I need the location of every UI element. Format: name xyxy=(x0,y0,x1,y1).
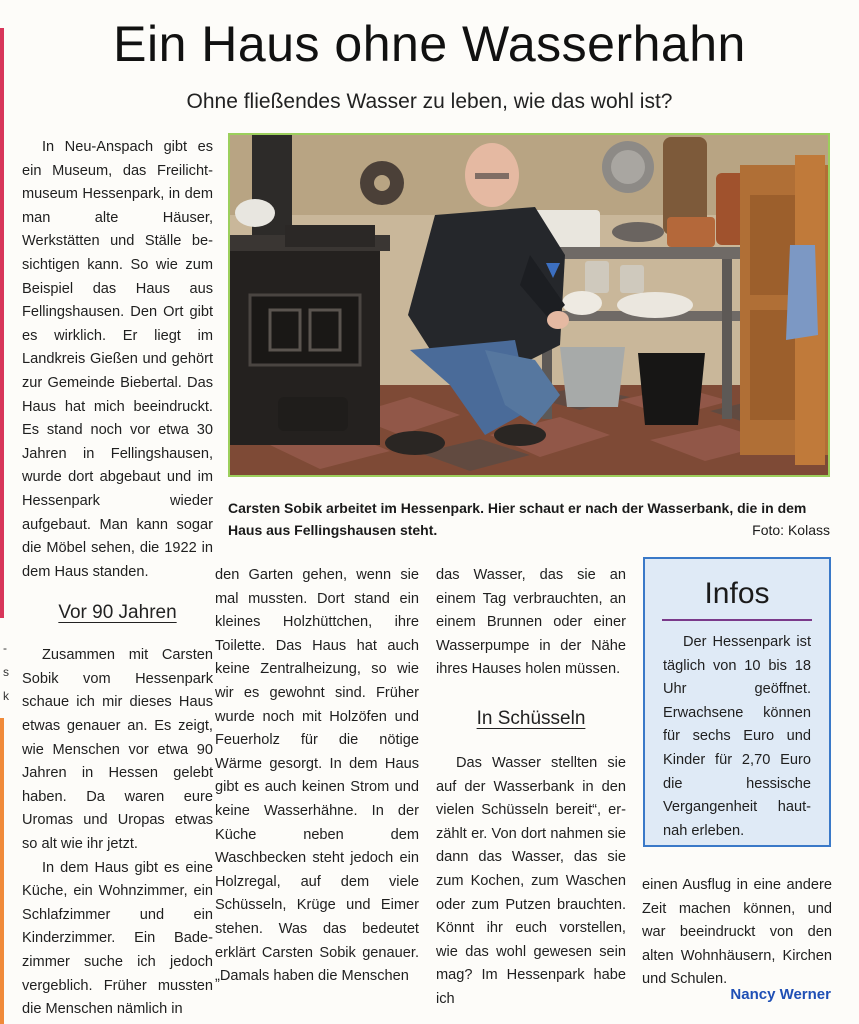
article-paragraph: In dem Haus gibt es eine Küche, ein Wohnzimmer, ein Schlafzimmer und ein Kinderzimmer. Ein Badezimmer suche ich jedoch vergeblich. Früher mussten die Menschen nämlich in xyxy=(22,859,213,1018)
photo-caption: Carsten Sobik arbeitet im Hessenpark. Hier schaut er nach der Wasserbank, die in dem Haus aus Fellingshausen steht. xyxy=(228,500,807,538)
photo-credit: Foto: Kolass xyxy=(752,522,830,538)
photo-illustration xyxy=(230,135,828,475)
page-edge-red-stripe xyxy=(0,28,4,618)
article-column-4 xyxy=(642,874,832,992)
article-column-1 xyxy=(22,136,213,1022)
article-paragraph: In Neu-Anspach gibt es ein Museum, das Freilichtmuseum Hessenpark, in dem man alte Häuser, Werkstätten und Ställe besichtigen kann. So wie zum Beispiel das Haus aus Fellingshausen. Den Ort gibt es wirklich. Er liegt im Landkreis Gießen und gehört zur Gemeinde Biebertal. Das Haus hat mich beeindruckt. Es stand noch vor etwa 30 Jahren in Fellingshausen, wurde dort abgebaut und im Hessenpark wieder aufgebaut. Man kann sogar die Möbel sehen, die 1922 in dem Haus standen. xyxy=(22,139,213,580)
page-edge-orange-stripe xyxy=(0,718,4,1024)
article-author: Nancy Werner xyxy=(730,986,831,1003)
article-column-2 xyxy=(215,564,419,989)
info-box-title: Infos xyxy=(704,577,770,610)
article-paragraph: den Garten gehen, wenn sie mal mussten. Dort stand ein kleines Holzhüttchen, ihre Toilette. Das Haus hat auch keine Zentralheizung, so wie wir es gewohnt sind. Früher wurde noch mit Holzöfen und Feuerholz für die nötige Wärme gesorgt. In dem Haus gibt es auch keinen Strom und keine Wasserhähne. In der Küche neben dem Waschbecken steht jedoch ein Holzregal, auf dem viele Schüsseln, Krüge und Eimer stehen. Was das bedeutet erklärt Carsten Sobik genauer. „Damals haben die Menschen xyxy=(215,567,419,985)
section-heading-in-schuesseln: In Schüsseln xyxy=(476,707,586,729)
article-subheadline: Ohne fließendes Wasser zu leben, wie das wohl ist? xyxy=(186,90,673,113)
info-box-text-wrapper xyxy=(645,631,829,843)
article-column-3 xyxy=(436,564,626,1012)
article-headline: Ein Haus ohne Wasserhahn xyxy=(113,16,746,72)
article-paragraph: Das Wasser stellten sie auf der Wasserbank in den vielen Schüsseln bereit“, erzählt er. Von dort nahmen sie dann das Wasser, das sie zum Kochen, zum Waschen oder zum Putzen brauchten. Könnt ihr euch vorstellen, wie das wohl gewesen sein mag? Im Hessenpark habe ich xyxy=(436,754,626,1007)
info-box xyxy=(643,557,831,847)
article-paragraph: das Wasser, das sie an einem Tag verbrauchten, an einem Brunnen oder einer Wasserpumpe in der Nähe ihres Hauses holen müssen. xyxy=(436,567,626,678)
section-heading-vor-90-jahren: Vor 90 Jahren xyxy=(58,602,177,624)
article-paragraph: Zusammen mit Carsten Sobik vom Hessenpark schaue ich mir dieses Haus etwas genauer an. Es zeigt, wie Menschen vor etwa 90 Jahren in Hessen gelebt haben. Da waren eure Uromas und Uropas etwas so alt wie ihr jetzt. xyxy=(22,647,213,853)
info-box-text: Der Hessenpark ist täglich von 10 bis 18 Uhr geöffnet. Erwachsene können für sechs Euro und Kinder für 2,70 Euro die hessische Vergangenheit hautnah erleben. xyxy=(663,634,811,839)
info-box-divider xyxy=(662,619,812,621)
article-paragraph: einen Ausflug in eine andere Zeit machen können, und war beeindruckt von den alten Wohnhäusern, Kirchen und Schulen. xyxy=(642,877,832,988)
article-photo xyxy=(228,133,830,477)
margin-marks: - s k xyxy=(3,641,9,703)
